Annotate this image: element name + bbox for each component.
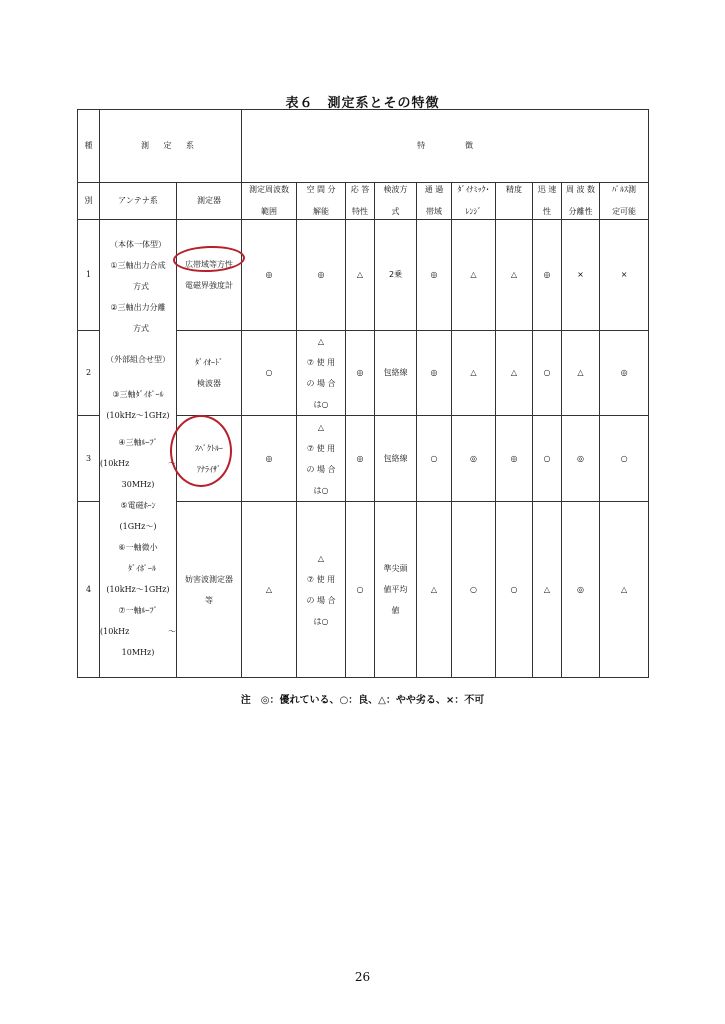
row-number: 2 (78, 331, 100, 416)
page-number: 26 (354, 970, 371, 984)
col-header-pulse: ﾊﾟﾙｽ測 定可能 (600, 183, 649, 220)
header-row-1 (78, 110, 649, 183)
spatial-resolution-cell: △ ⑦ 使 用 の 場 合 は○ (297, 502, 346, 678)
value-cell: ◎ (346, 416, 375, 502)
antenna-header: アンテナ系 (100, 183, 177, 220)
col-header-freq-range: 測定周波数 範囲 (242, 183, 297, 220)
measurement-system-table (77, 109, 649, 678)
value-cell: △ (242, 502, 297, 678)
col-header-dynamic-range: ﾀﾞｲﾅﾐｯｸ･ ﾚﾝｼﾞ (452, 183, 496, 220)
value-cell: ◎ (242, 220, 297, 331)
value-cell: ◎ (346, 331, 375, 416)
value-cell: 2乗 (375, 220, 417, 331)
row-number: 3 (78, 416, 100, 502)
col-header-speed: 迅 速 性 (533, 183, 562, 220)
value-cell: ◎ (600, 331, 649, 416)
antenna-system-cell: （本体一体型） ①三軸出力合成 方式 ②三軸出力分離 方式 （外部組合せ型） ③三軸ﾀﾞｲﾎﾟｰﾙ (10kHz～1GHz) ④三軸ﾙｰﾌﾟ (10kHz ～ 30MHz) ⑤電磁ﾎｰﾝ (1GHz～) ⑥一軸微小 ﾀﾞｲﾎﾟｰﾙ (10kHz～1GHz) ⑦一軸ﾙｰﾌﾟ (10kHz ～ 10MHz) (100, 220, 177, 678)
value-cell: △ (496, 331, 533, 416)
instrument-cell: 広帯域等方性 電磁界強度計 (177, 220, 242, 331)
value-cell: ○ (417, 416, 452, 502)
value-cell: ◎ (496, 416, 533, 502)
legend-note: 注 ◎：優れている、○：良、△：やや劣る、×：不可 (240, 695, 485, 706)
col-header-accuracy: 精度 (496, 183, 533, 220)
instrument-cell: ｽﾍﾟｸﾄﾙｰ ｱﾅﾗｲｻﾞ (177, 416, 242, 502)
table-title: 表６ 測定系とその特徴 (285, 96, 440, 111)
value-cell: × (600, 220, 649, 331)
row-number: 4 (78, 502, 100, 678)
spatial-resolution-cell: △ ⑦ 使 用 の 場 合 は○ (297, 331, 346, 416)
value-cell: △ (562, 331, 600, 416)
value-cell: △ (417, 502, 452, 678)
value-cell: ○ (533, 416, 562, 502)
value-cell: ○ (452, 502, 496, 678)
col-header-response: 応 答 特性 (346, 183, 375, 220)
features-header: 特 徴 (242, 110, 649, 183)
value-cell: ○ (533, 331, 562, 416)
value-cell: ◎ (417, 220, 452, 331)
value-cell: ○ (600, 416, 649, 502)
value-cell: △ (600, 502, 649, 678)
value-cell: 包絡線 (375, 416, 417, 502)
value-cell: ◎ (562, 502, 600, 678)
kind-header-top: 種 (78, 110, 100, 183)
instrument-cell: ﾀﾞｲｵｰﾄﾞ 検波器 (177, 331, 242, 416)
table-row (78, 220, 649, 331)
value-cell: ◎ (297, 220, 346, 331)
value-cell: ◎ (417, 331, 452, 416)
value-cell: 包絡線 (375, 331, 417, 416)
value-cell: △ (496, 220, 533, 331)
value-cell: ◎ (562, 416, 600, 502)
value-cell: ○ (242, 331, 297, 416)
kind-header-bottom: 別 (78, 183, 100, 220)
value-cell: × (562, 220, 600, 331)
value-cell: ○ (346, 502, 375, 678)
col-header-freq-separation: 周 波 数 分離性 (562, 183, 600, 220)
value-cell: △ (452, 331, 496, 416)
instrument-cell: 妨害波測定器 等 (177, 502, 242, 678)
header-row-2 (78, 183, 649, 220)
spatial-resolution-cell: △ ⑦ 使 用 の 場 合 は○ (297, 416, 346, 502)
detection-method-cell: 準尖頭 値平均 値 (375, 502, 417, 678)
value-cell: △ (533, 502, 562, 678)
value-cell: △ (452, 220, 496, 331)
value-cell: ○ (496, 502, 533, 678)
col-header-passband: 通 過 帯域 (417, 183, 452, 220)
value-cell: ◎ (533, 220, 562, 331)
col-header-detection: 検波方 式 (375, 183, 417, 220)
value-cell: ◎ (242, 416, 297, 502)
col-header-spatial: 空 間 分 解能 (297, 183, 346, 220)
instrument-header: 測定器 (177, 183, 242, 220)
system-header: 測 定 系 (100, 110, 242, 183)
row-number: 1 (78, 220, 100, 331)
value-cell: △ (346, 220, 375, 331)
value-cell: ◎ (452, 416, 496, 502)
